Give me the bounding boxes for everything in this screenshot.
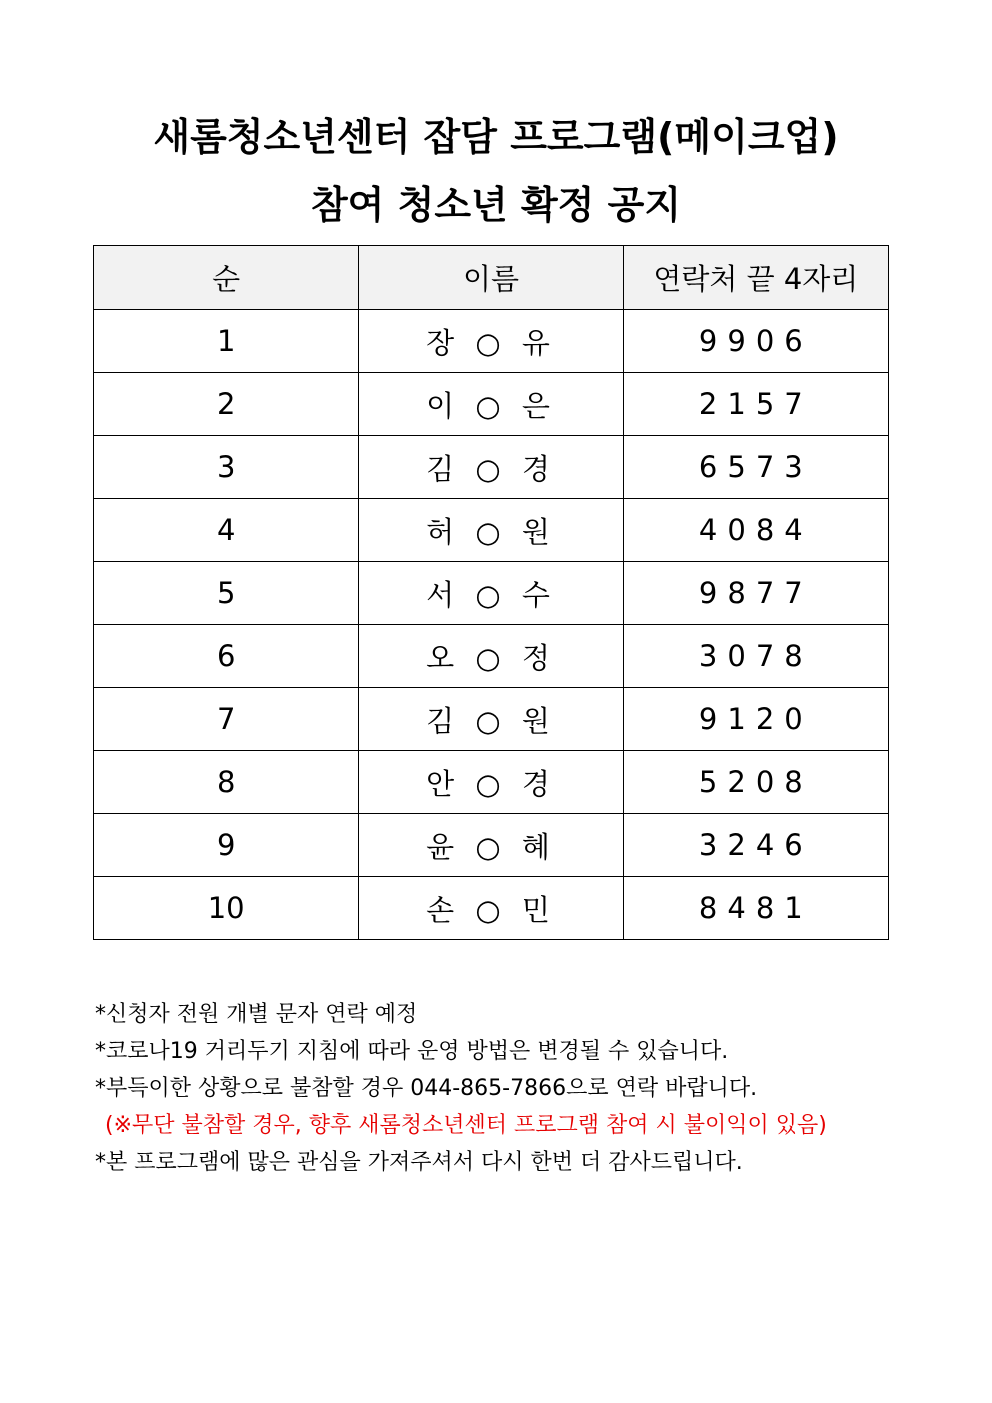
row-name: 서 ○ 수	[359, 562, 623, 625]
row-name: 허 ○ 원	[359, 499, 623, 562]
participant-table	[93, 245, 889, 940]
table-header-row	[94, 246, 889, 310]
table-row	[94, 310, 889, 373]
row-number: 7	[94, 688, 359, 751]
row-phone: 3246	[623, 814, 888, 877]
table-row	[94, 373, 889, 436]
table-row	[94, 499, 889, 562]
row-number: 4	[94, 499, 359, 562]
notice-notes	[95, 996, 895, 1181]
row-number: 6	[94, 625, 359, 688]
note-covid: *코로나19 거리두기 지침에 따라 운영 방법은 변경될 수 있습니다.	[95, 1039, 729, 1064]
table-row	[94, 436, 889, 499]
row-name: 이 ○ 은	[359, 373, 623, 436]
header-number: 순	[94, 246, 359, 310]
row-phone: 3078	[623, 625, 888, 688]
table-row	[94, 688, 889, 751]
row-phone: 2157	[623, 373, 888, 436]
row-number: 1	[94, 310, 359, 373]
row-name: 오 ○ 정	[359, 625, 623, 688]
row-phone: 6573	[623, 436, 888, 499]
note-warning: (※무단 불참할 경우, 향후 새롬청소년센터 프로그램 참여 시 불이익이 있음)	[105, 1113, 827, 1138]
row-name: 안 ○ 경	[359, 751, 623, 814]
note-thanks: *본 프로그램에 많은 관심을 가져주셔서 다시 한번 더 감사드립니다.	[95, 1150, 743, 1175]
row-name: 윤 ○ 혜	[359, 814, 623, 877]
row-name: 김 ○ 경	[359, 436, 623, 499]
row-phone: 9906	[623, 310, 888, 373]
table-row	[94, 562, 889, 625]
row-name: 손 ○ 민	[359, 877, 623, 940]
row-name: 장 ○ 유	[359, 310, 623, 373]
row-number: 5	[94, 562, 359, 625]
row-number: 9	[94, 814, 359, 877]
row-phone: 9877	[623, 562, 888, 625]
notice-subtitle: 참여 청소년 확정 공지	[310, 183, 682, 227]
row-number: 10	[94, 877, 359, 940]
row-phone: 9120	[623, 688, 888, 751]
table-row	[94, 814, 889, 877]
table-row	[94, 877, 889, 940]
table-row	[94, 625, 889, 688]
row-name: 김 ○ 원	[359, 688, 623, 751]
row-number: 8	[94, 751, 359, 814]
note-contact: *신청자 전원 개별 문자 연락 예정	[95, 1002, 418, 1027]
row-phone: 4084	[623, 499, 888, 562]
notice-title: 새롬청소년센터 잡담 프로그램(메이크업)	[153, 115, 839, 159]
row-phone: 5208	[623, 751, 888, 814]
note-absence: *부득이한 상황으로 불참할 경우 044-865-7866으로 연락 바랍니다.	[95, 1076, 758, 1101]
row-number: 2	[94, 373, 359, 436]
header-name: 이름	[359, 246, 623, 310]
row-phone: 8481	[623, 877, 888, 940]
header-phone: 연락처 끝 4자리	[623, 246, 888, 310]
table-row	[94, 751, 889, 814]
row-number: 3	[94, 436, 359, 499]
